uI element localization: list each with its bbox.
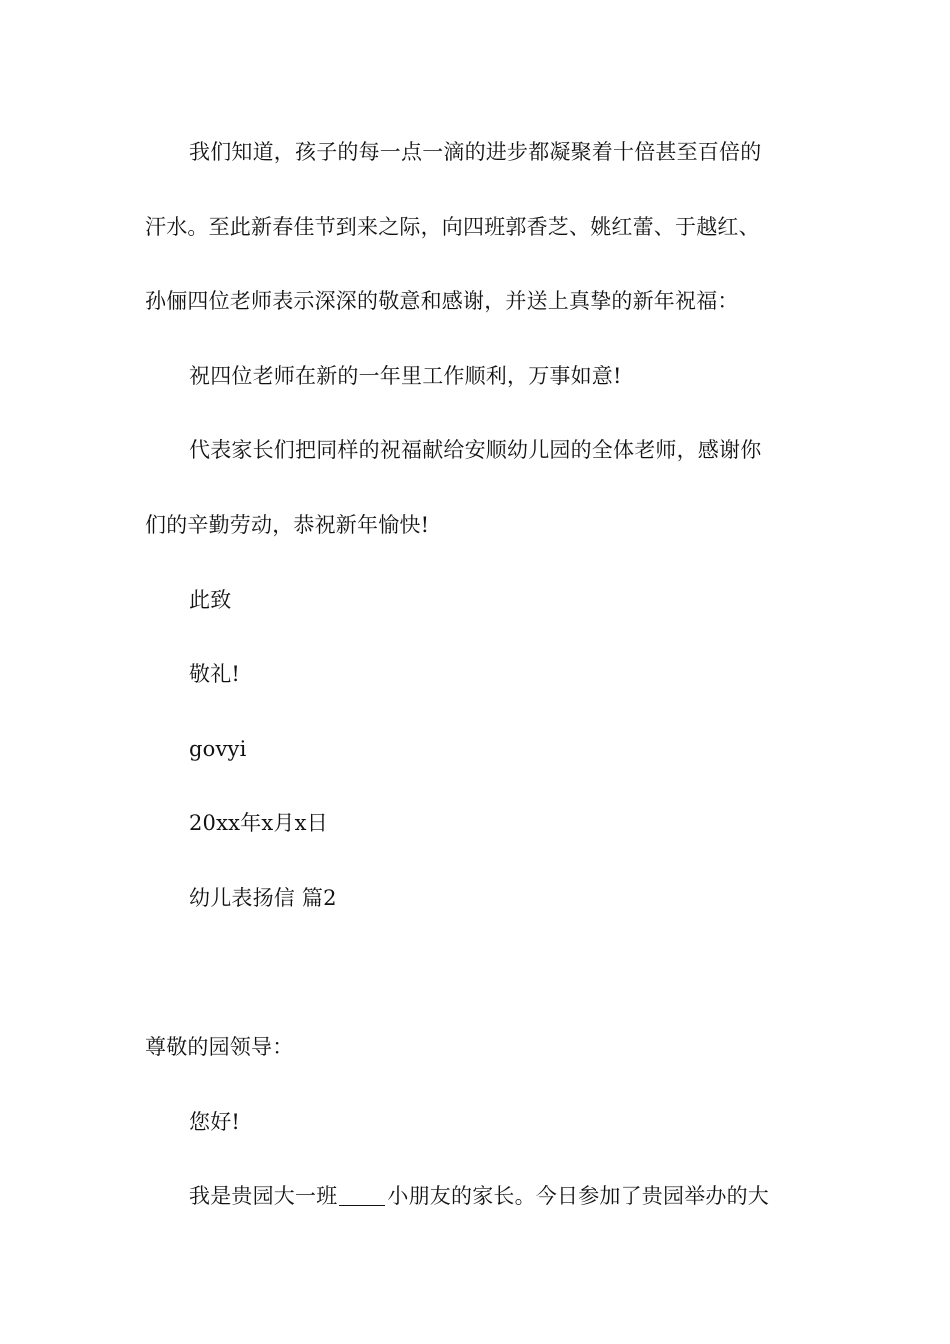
wish-line: 祝四位老师在新的一年里工作顺利，万事如意!: [189, 364, 622, 388]
date-line: 20xx年x月x日: [189, 811, 328, 835]
signature-line: govyi: [189, 737, 247, 761]
paragraph-line: [189, 1182, 769, 1210]
closing-line: 此致: [189, 588, 232, 612]
paragraph-line: 汗水。至此新春佳节到来之际，向四班郭香芝、姚红蕾、于越红、: [145, 215, 760, 239]
text-fragment: 我是贵园大一班: [189, 1184, 338, 1208]
paragraph-line: 们的辛勤劳动，恭祝新年愉快!: [145, 513, 430, 537]
salutation-line: 敬礼!: [189, 662, 241, 686]
paragraph-line: 我们知道，孩子的每一点一滴的进步都凝聚着十倍甚至百倍的: [189, 140, 762, 164]
greeting-line: 您好!: [189, 1110, 241, 1134]
paragraph-line: 代表家长们把同样的祝福献给安顺幼儿园的全体老师，感谢你: [189, 438, 762, 462]
text-fragment: 小朋友的家长。今日参加了贵园举办的大: [387, 1184, 770, 1208]
greeting-line: 尊敬的园领导：: [145, 1035, 294, 1059]
paragraph-line: 孙俪四位老师表示深深的敬意和感谢，并送上真挚的新年祝福：: [145, 289, 739, 313]
section-heading: 幼儿表扬信 篇2: [189, 886, 337, 910]
fill-in-blank: [339, 1185, 385, 1206]
